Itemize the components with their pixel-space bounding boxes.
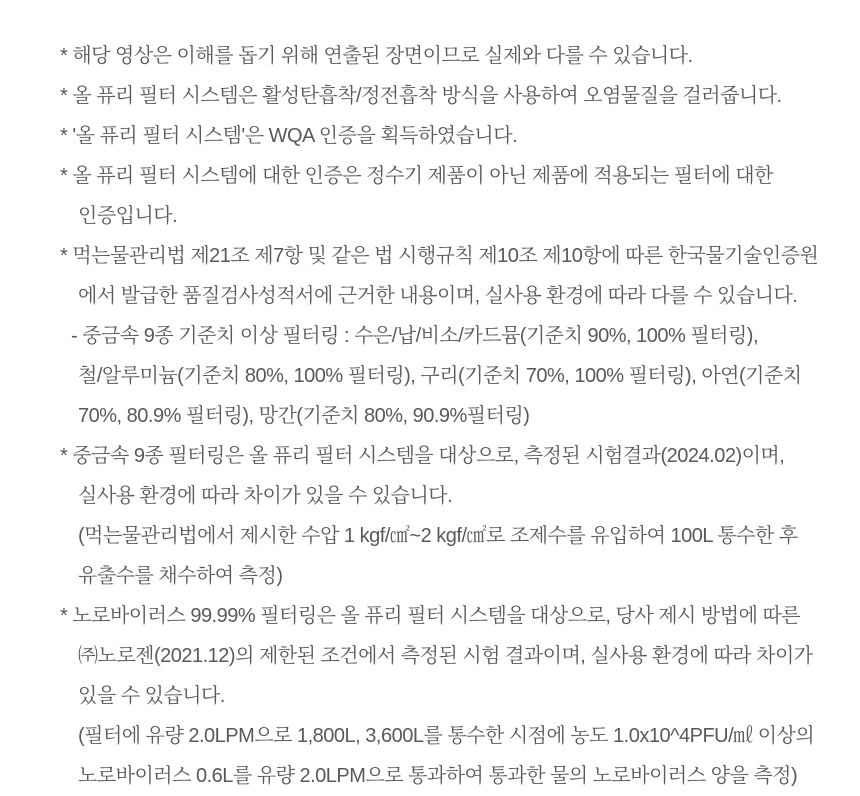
disclaimer-line: 70%, 80.9% 필터링), 망간(기준치 80%, 90.9%필터링) xyxy=(78,405,530,427)
disclaimer-line: 실사용 환경에 따라 차이가 있을 수 있습니다. xyxy=(78,485,453,507)
disclaimer-line: * '올 퓨리 필터 시스템'은 WQA 인증을 획득하였습니다. xyxy=(60,125,518,147)
disclaimer-line: * 올 퓨리 필터 시스템은 활성탄흡착/정전흡착 방식을 사용하여 오염물질을 걸러줍니다. xyxy=(60,85,782,107)
disclaimer-line: (필터에 유량 2.0LPM으로 1,800L, 3,600L를 통수한 시점에 농도 1.0x10^4PFU/㎖ 이상의 xyxy=(78,725,815,747)
disclaimer-line: 에서 발급한 품질검사성적서에 근거한 내용이며, 실사용 환경에 따라 다를 수 있습니다. xyxy=(78,285,798,307)
disclaimer-line: 철/알루미늄(기준치 80%, 100% 필터링), 구리(기준치 70%, 100% 필터링), 아연(기준치 xyxy=(78,365,802,387)
disclaimer-line: 유출수를 채수하여 측정) xyxy=(78,565,283,587)
disclaimer-line: * 먹는물관리법 제21조 제7항 및 같은 법 시행규칙 제10조 제10항에 따른 한국물기술인증원 xyxy=(60,245,819,267)
disclaimer-line: - 중금속 9종 기준치 이상 필터링 : 수은/납/비소/카드뮴(기준치 90%, 100% 필터링), xyxy=(71,325,759,347)
disclaimer-line: * 노로바이러스 99.99% 필터링은 올 퓨리 필터 시스템을 대상으로, 당사 제시 방법에 따른 xyxy=(60,605,801,627)
disclaimer-line: * 중금속 9종 필터링은 올 퓨리 필터 시스템을 대상으로, 측정된 시험결과(2024.02)이며, xyxy=(60,445,785,467)
disclaimer-line: ㈜노로젠(2021.12)의 제한된 조건에서 측정된 시험 결과이며, 실사용 환경에 따라 차이가 xyxy=(78,645,813,667)
disclaimer-line: 노로바이러스 0.6L를 유량 2.0LPM으로 통과하여 통과한 물의 노로바이러스 양을 측정) xyxy=(78,765,798,787)
disclaimer-line: * 올 퓨리 필터 시스템에 대한 인증은 정수기 제품이 아닌 제품에 적용되는 필터에 대한 xyxy=(60,165,773,187)
disclaimer-line: * 해당 영상은 이해를 돕기 위해 연출된 장면이므로 실제와 다를 수 있습니다. xyxy=(60,45,693,67)
disclaimer-line: 있을 수 있습니다. xyxy=(78,685,225,707)
disclaimer-line: (먹는물관리법에서 제시한 수압 1 kgf/㎠~2 kgf/㎠로 조제수를 유입하여 100L 통수한 후 xyxy=(78,525,798,547)
disclaimer-line: 인증입니다. xyxy=(78,205,178,227)
